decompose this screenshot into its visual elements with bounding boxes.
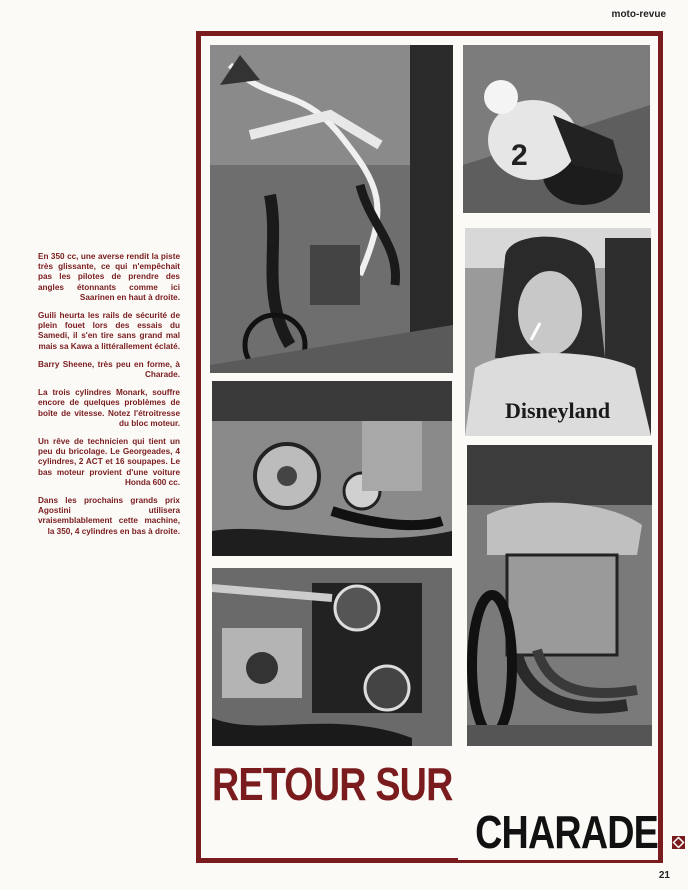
georgeades-engine-photo xyxy=(212,568,452,746)
magazine-logo-icon xyxy=(672,836,685,849)
caption-georgeades: Un rêve de technicien qui tient un peu du bricolage. Le Georgeades, 4 cylindres, 2 ACT et 16 soupapes. Le bas moteur provient d'une voiture Honda 600 cc. xyxy=(38,437,180,487)
caption-monark: La trois cylindres Monark, souffre encore de quelques problèmes de boîte de vitesse. Notez l'étroitresse du bloc moteur. xyxy=(38,388,180,428)
monark-engine-photo xyxy=(212,381,452,556)
photo-captions xyxy=(38,252,180,545)
agostini-350-photo xyxy=(467,445,652,746)
barry-sheene-portrait-photo xyxy=(465,228,651,436)
caption-guili-crash: Guili heurta les rails de sécurité de plein fouet lors des essais du Samedi, il s'en tire sans grand mal mais sa Kawa a littérallement éclaté. xyxy=(38,311,180,351)
shirt-text-label: Disneyland xyxy=(505,398,611,423)
caption-agostini: Dans les prochains grands prix Agostini utilisera vraisemblablement cette machine, la 350, 4 cylindres en bas à droite. xyxy=(38,496,180,536)
article-title-line2: CHARADE xyxy=(475,806,658,858)
article-title-line1: RETOUR SUR xyxy=(212,758,453,810)
magazine-header: moto-revue xyxy=(611,9,666,20)
caption-rain-saarinen: En 350 cc, une averse rendit la piste très glissante, ce qui n'empêchait pas les pilotes de prendre des angles étonnants comme ici Saarinen en haut à droite. xyxy=(38,252,180,302)
caption-barry-sheene: Barry Sheene, très peu en forme, à Charade. xyxy=(38,359,180,380)
crashed-kawasaki-photo xyxy=(210,45,453,373)
saarinen-cornering-photo xyxy=(463,45,650,213)
page-number: 21 xyxy=(658,870,670,881)
race-number-label: 2 xyxy=(511,139,528,172)
